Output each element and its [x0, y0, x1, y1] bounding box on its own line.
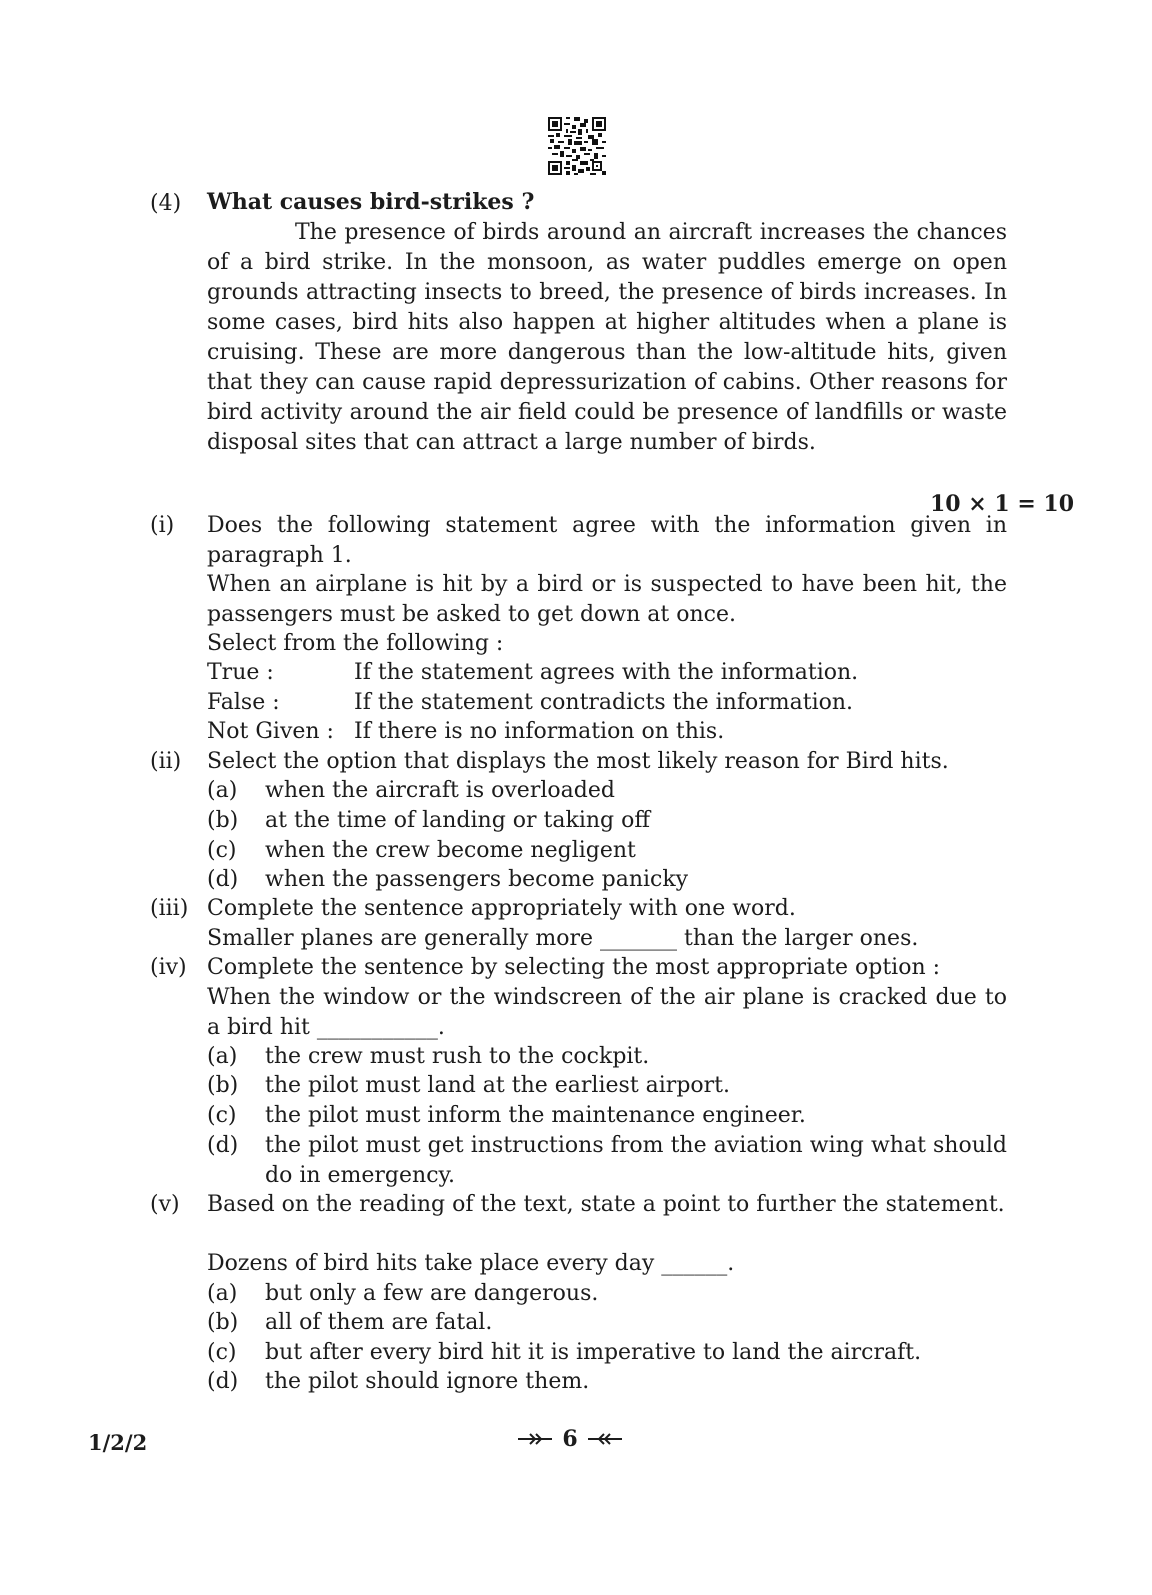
option-text: when the crew become negligent: [265, 838, 636, 863]
question-text: Complete the sentence by selecting the most appropriate option :: [207, 955, 941, 980]
option-label: (d): [207, 867, 239, 892]
option-text: the pilot must inform the maintenance engineer.: [265, 1103, 806, 1128]
option-item: [207, 1367, 589, 1397]
question-number: (iv): [150, 955, 187, 980]
page-number: 6: [562, 1426, 578, 1452]
option-label: (a): [207, 1044, 238, 1069]
option-text: but only a few are dangerous.: [265, 1281, 599, 1306]
option-item: [207, 1308, 492, 1338]
question-text: Complete the sentence appropriately with one word.: [207, 896, 796, 921]
question-text: Does the following statement agree with the information given in paragraph 1.: [207, 513, 1007, 568]
option-label: (d): [207, 1133, 239, 1158]
option-text: when the aircraft is overloaded: [265, 778, 615, 803]
choice-description: If the statement agrees with the information.: [354, 660, 859, 685]
option-label: (b): [207, 808, 239, 833]
choice-row: [207, 688, 853, 718]
option-item: [207, 1279, 598, 1309]
choice-key: True :: [207, 660, 274, 685]
choice-description: If there is no information on this.: [354, 719, 725, 744]
question-text: Based on the reading of the text, state a point to further the statement.: [207, 1192, 1005, 1217]
question-statement: When an airplane is hit by a bird or is suspected to have been hit, the passengers must be asked to get down at once.: [207, 572, 1007, 627]
question-number: (iii): [150, 896, 189, 921]
question-sentence: Dozens of bird hits take place every day ______.: [207, 1251, 735, 1276]
option-label: (c): [207, 1103, 237, 1128]
option-text: the pilot should ignore them.: [265, 1369, 590, 1394]
option-text: all of them are fatal.: [265, 1310, 493, 1335]
option-text: at the time of landing or taking off: [265, 808, 650, 833]
ornament-left-icon: [518, 1432, 552, 1446]
choice-row: [207, 658, 858, 688]
section-number: (4): [150, 191, 182, 216]
paper-code: 1/2/2: [88, 1430, 148, 1455]
option-item: [207, 865, 688, 895]
question-sentence: Smaller planes are generally more _______ than the larger ones.: [207, 926, 919, 951]
reading-passage: The presence of birds around an aircraft increases the chances of a bird strike. In the monsoon, as water puddles emerge on open grounds attracting insects to breed, the presence of birds increases. In some cases, bird hits also happen at higher altitudes when a plane is cruising. These are more dangerous than the low-altitude hits, given that they can cause rapid depressurization of cabins. Other reasons for bird activity around the air field could be presence of landfills or waste disposal sites that can attract a large number of birds.: [207, 220, 1007, 455]
question-text: Select the option that displays the most likely reason for Bird hits.: [207, 749, 949, 774]
option-text: the pilot must get instructions from the aviation wing what should do in emergency.: [265, 1133, 1007, 1188]
question-instruction: Select from the following :: [207, 631, 504, 656]
option-item: [207, 1071, 730, 1101]
marks-allocation: 10 × 1 = 10: [930, 491, 1075, 517]
question-number: (i): [150, 513, 175, 538]
choice-key: Not Given :: [207, 719, 334, 744]
option-text: the pilot must land at the earliest airport.: [265, 1073, 730, 1098]
option-label: (d): [207, 1369, 239, 1394]
section-title: What causes bird-strikes ?: [207, 189, 535, 215]
option-item: [207, 1101, 806, 1131]
option-item: [207, 836, 636, 866]
page-number-block: [510, 1426, 630, 1452]
option-text: the crew must rush to the cockpit.: [265, 1044, 650, 1069]
option-text: but after every bird hit it is imperative to land the aircraft.: [265, 1340, 922, 1365]
option-item: [207, 806, 650, 836]
choice-key: False :: [207, 690, 280, 715]
question-sentence: When the window or the windscreen of the air plane is cracked due to a bird hit ___________.: [207, 985, 1007, 1040]
question-number: (ii): [150, 749, 182, 774]
choice-row: [207, 717, 724, 747]
option-label: (a): [207, 1281, 238, 1306]
option-label: (b): [207, 1310, 239, 1335]
option-label: (b): [207, 1073, 239, 1098]
qr-code-icon: [548, 117, 606, 175]
choice-description: If the statement contradicts the information.: [354, 690, 854, 715]
option-item: [207, 1338, 921, 1368]
option-label: (c): [207, 1340, 237, 1365]
option-item: [207, 776, 615, 806]
option-label: (a): [207, 778, 238, 803]
option-item: [207, 1042, 649, 1072]
ornament-right-icon: [588, 1432, 622, 1446]
question-number: (v): [150, 1192, 180, 1217]
option-label: (c): [207, 838, 237, 863]
option-text: when the passengers become panicky: [265, 867, 689, 892]
